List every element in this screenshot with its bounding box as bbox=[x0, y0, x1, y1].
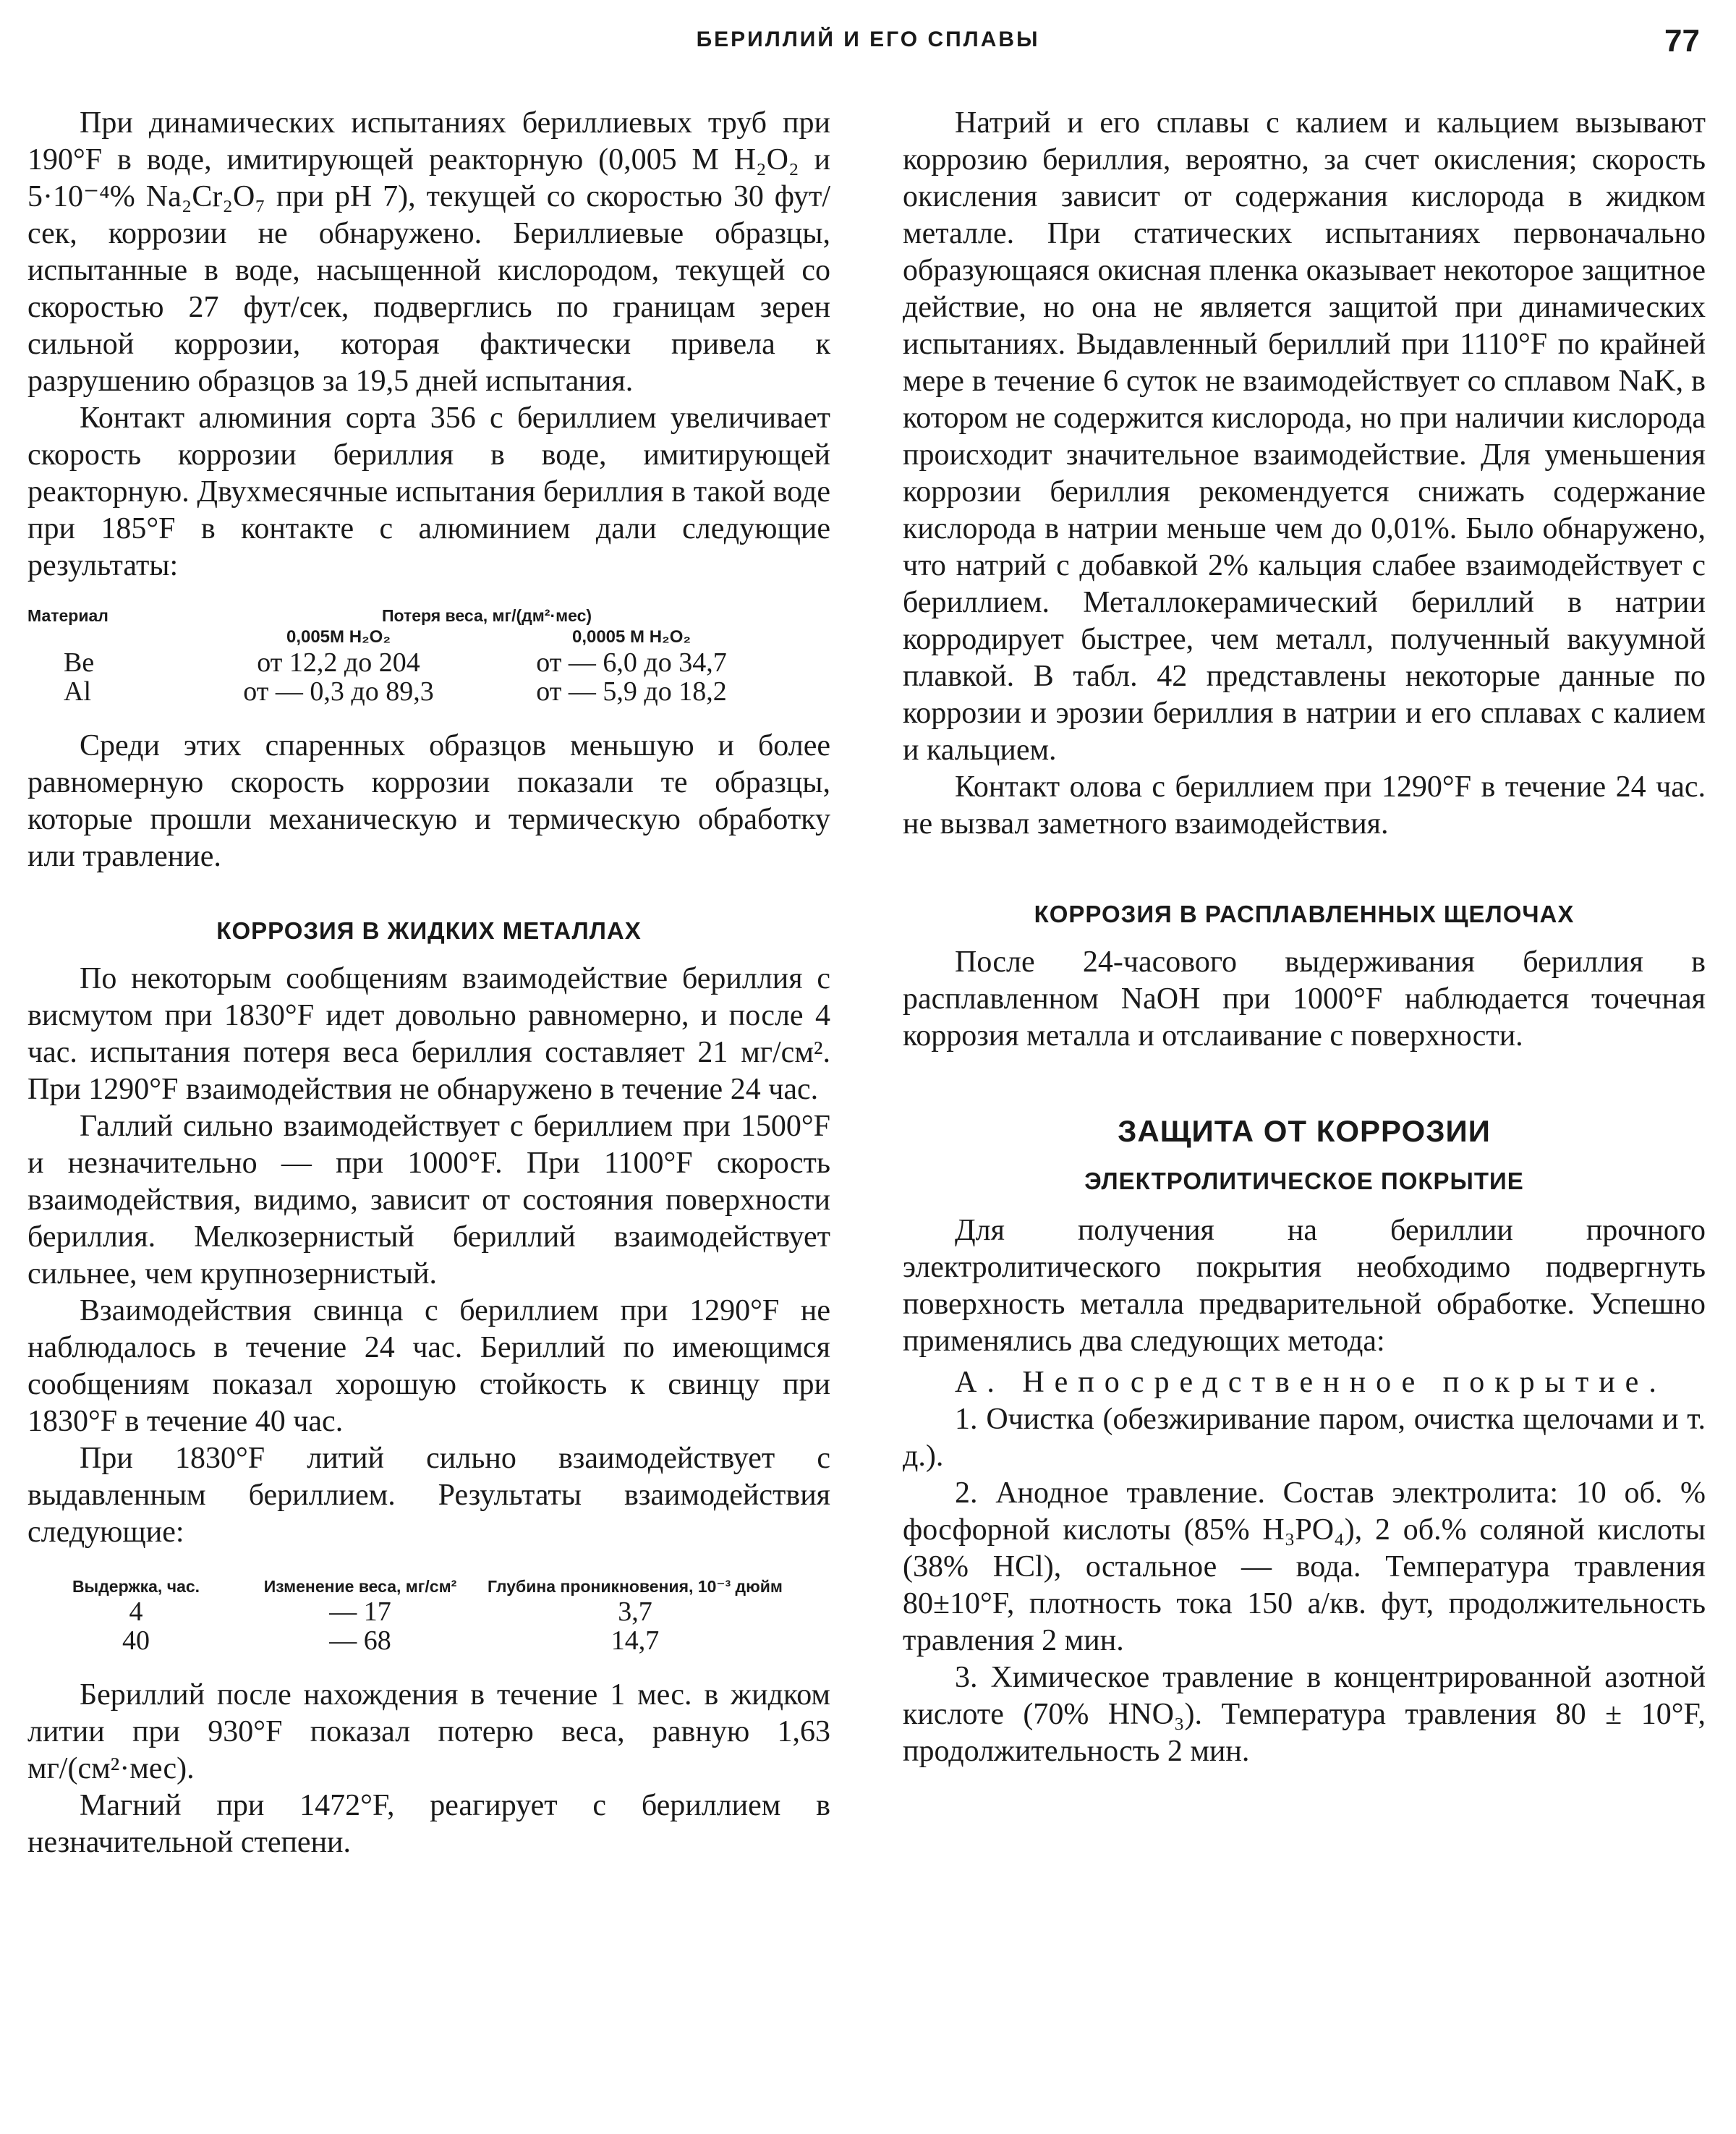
table-row bbox=[27, 1626, 794, 1655]
list-item: 1. Очистка (обезжиривание паром, очистка щелочами и т. д.). bbox=[903, 1403, 1706, 1473]
table-cell: от 12,2 до 204 bbox=[257, 647, 420, 678]
section-heading: КОРРОЗИЯ В РАСПЛАВЛЕННЫХ ЩЕЛОЧАХ bbox=[1034, 901, 1575, 927]
paragraph: При 1830°F литий сильно взаимодействует с выдавленным бериллием. Результаты взаимодействия следующие: bbox=[27, 1442, 830, 1549]
paragraph: При динамических испытаниях бериллиевых труб при 190°F в воде, имитирующей реакторную (0,005 М H₂O₂ и 5·10⁻⁴% Na₂Cr₂O₇ при pH 7), текущей со скоростью 30 фут/сек, коррозии не обнаружено. Бериллиевые образцы, испытанные в воде, насыщенной кислородом, текущей со скоростью 27 фут/сек, подверглись по границам зерен сильной коррозии, которая фактически привела к разрушению образцов за 19,5 дней испытания. bbox=[27, 106, 830, 398]
section-heading: КОРРОЗИЯ В ЖИДКИХ МЕТАЛЛАХ bbox=[216, 917, 642, 944]
chapter-heading: ЗАЩИТА ОТ КОРРОЗИИ bbox=[1118, 1114, 1491, 1148]
table-subheader: 0,005М H₂O₂ bbox=[286, 627, 391, 647]
subsection-heading: ЭЛЕКТРОЛИТИЧЕСКОЕ ПОКРЫТИЕ bbox=[1084, 1168, 1524, 1194]
paragraph: Контакт олова с бериллием при 1290°F в течение 24 час. не вызвал заметного взаимодействия. bbox=[903, 770, 1706, 841]
table-cell: Be bbox=[64, 647, 95, 678]
left-column bbox=[27, 105, 830, 1861]
table-row bbox=[27, 648, 780, 677]
paragraph: Натрий и его сплавы с калием и кальцием вызывают коррозию бериллия, вероятно, за счет окисления; скорость окисления зависит от содержания кислорода в жидком металле. При статических испытаниях первоначально образующаяся окисная пленка оказывает некоторое защитное действие, но она не является защитой при динамических испытаниях. Выдавленный бериллий при 1110°F по крайней мере в течение 6 суток не взаимодействует со сплавом NaK, в котором не содержится кислорода, но при наличии кислорода происходит значительное взаимодействие. Для уменьшения коррозии бериллия рекомендуется снижать содержание кислорода в натрии меньше чем до 0,01%. Было обнаружено, что натрий с добавкой 2% кальция слабее взаимодействует с бериллием. Металлокерамический бериллий в натрии корродирует быстрее, чем металл, полученный вакуумной плавкой. В табл. 42 представлены некоторые данные по коррозии и эрозии бериллия в натрии и его сплавах с калием и кальцием. bbox=[903, 106, 1706, 767]
list-item: 3. Химическое травление в концентрированной азотной кислоте (70% HNO₃). Температура травления 80 ± 10°F, продолжительность 2 мин. bbox=[903, 1661, 1706, 1768]
table-cell: от — 6,0 до 34,7 bbox=[536, 647, 727, 678]
paragraph: Для получения на бериллии прочного электролитического покрытия необходимо подвергнуть поверхность металла предварительной обработке. Успешно применялись два следующих метода: bbox=[903, 1214, 1706, 1358]
table-row bbox=[27, 1597, 794, 1626]
table-subheader: 0,0005 М H₂O₂ bbox=[571, 627, 692, 647]
weight-loss-table bbox=[27, 605, 780, 706]
table-header: Потеря веса, мг/(дм²·мес) bbox=[381, 606, 592, 625]
table-header: Выдержка, час. bbox=[72, 1577, 200, 1596]
paragraph: Бериллий после нахождения в течение 1 мес. в жидком литии при 930°F показал потерю веса, равную 1,63 мг/(см²·мес). bbox=[27, 1678, 830, 1785]
paragraph: После 24-часового выдерживания бериллия в расплавленном NaOH при 1000°F наблюдается точечная коррозия металла и отслаивание с поверхности. bbox=[903, 945, 1706, 1053]
lithium-table bbox=[27, 1576, 794, 1655]
table-header: Материал bbox=[27, 606, 109, 625]
list-item: 2. Анодное травление. Состав электролита: 10 об. % фосфорной кислоты (85% H₃PO₄), 2 об.% соляной кислоты (38% HCl), остальное — вода. Температура травления 80±10°F, плотность тока 150 а/кв. фут, продолжительность травления 2 мин. bbox=[903, 1476, 1706, 1657]
right-column bbox=[903, 105, 1706, 1770]
table-cell: от — 5,9 до 18,2 bbox=[536, 676, 727, 707]
paragraph: Взаимодействия свинца с бериллием при 1290°F не наблюдалось в течение 24 час. Бериллий по имеющимся сообщениям показал хорошую стойкость к свинцу при 1830°F в течение 40 час. bbox=[27, 1294, 830, 1438]
table-header: Изменение веса, мг/см² bbox=[263, 1577, 457, 1596]
table-header: Глубина проникновения, 10⁻³ дюйм bbox=[488, 1577, 783, 1596]
paragraph: Магний при 1472°F, реагирует с бериллием в незначительной степени. bbox=[27, 1789, 830, 1859]
table-cell: 3,7 bbox=[618, 1597, 652, 1627]
running-title: БЕРИЛЛИЙ И ЕГО СПЛАВЫ bbox=[696, 27, 1040, 51]
paragraph: Контакт алюминия сорта 356 с бериллием увеличивает скорость коррозии бериллия в воде, имитирующей реакторную. Двухмесячные испытания бериллия в такой воде при 185°F в контакте с алюминием дали следующие результаты: bbox=[27, 401, 830, 582]
paragraph: По некоторым сообщениям взаимодействие бериллия с висмутом при 1830°F идет довольно равномерно, и после 4 час. испытания потеря веса бериллия составляет 21 мг/см². При 1290°F взаимодействия не обнаружено в течение 24 час. bbox=[27, 962, 830, 1106]
table-cell: Al bbox=[64, 676, 91, 707]
table-cell: 40 bbox=[122, 1625, 150, 1656]
table-cell: — 68 bbox=[329, 1625, 391, 1656]
table-cell: 4 bbox=[129, 1597, 143, 1627]
method-heading: А. Непосредственное покрытие. bbox=[955, 1366, 1667, 1399]
table-cell: — 17 bbox=[329, 1597, 391, 1627]
paragraph: Галлий сильно взаимодействует с бериллием при 1500°F и незначительно — при 1000°F. При 1100°F скорость взаимодействия, видимо, зависит от состояния поверхности бериллия. Мелкозернистый бериллий взаимодействует сильнее, чем крупнозернистый. bbox=[27, 1110, 830, 1291]
table-row bbox=[27, 677, 780, 706]
table-cell: 14,7 bbox=[610, 1625, 660, 1656]
table-cell: от — 0,3 до 89,3 bbox=[243, 676, 434, 707]
paragraph: Среди этих спаренных образцов меньшую и более равномерную скорость коррозии показали те образцы, которые прошли механическую и термическую обработку или травление. bbox=[27, 729, 830, 873]
page-number: 77 bbox=[1664, 23, 1700, 59]
